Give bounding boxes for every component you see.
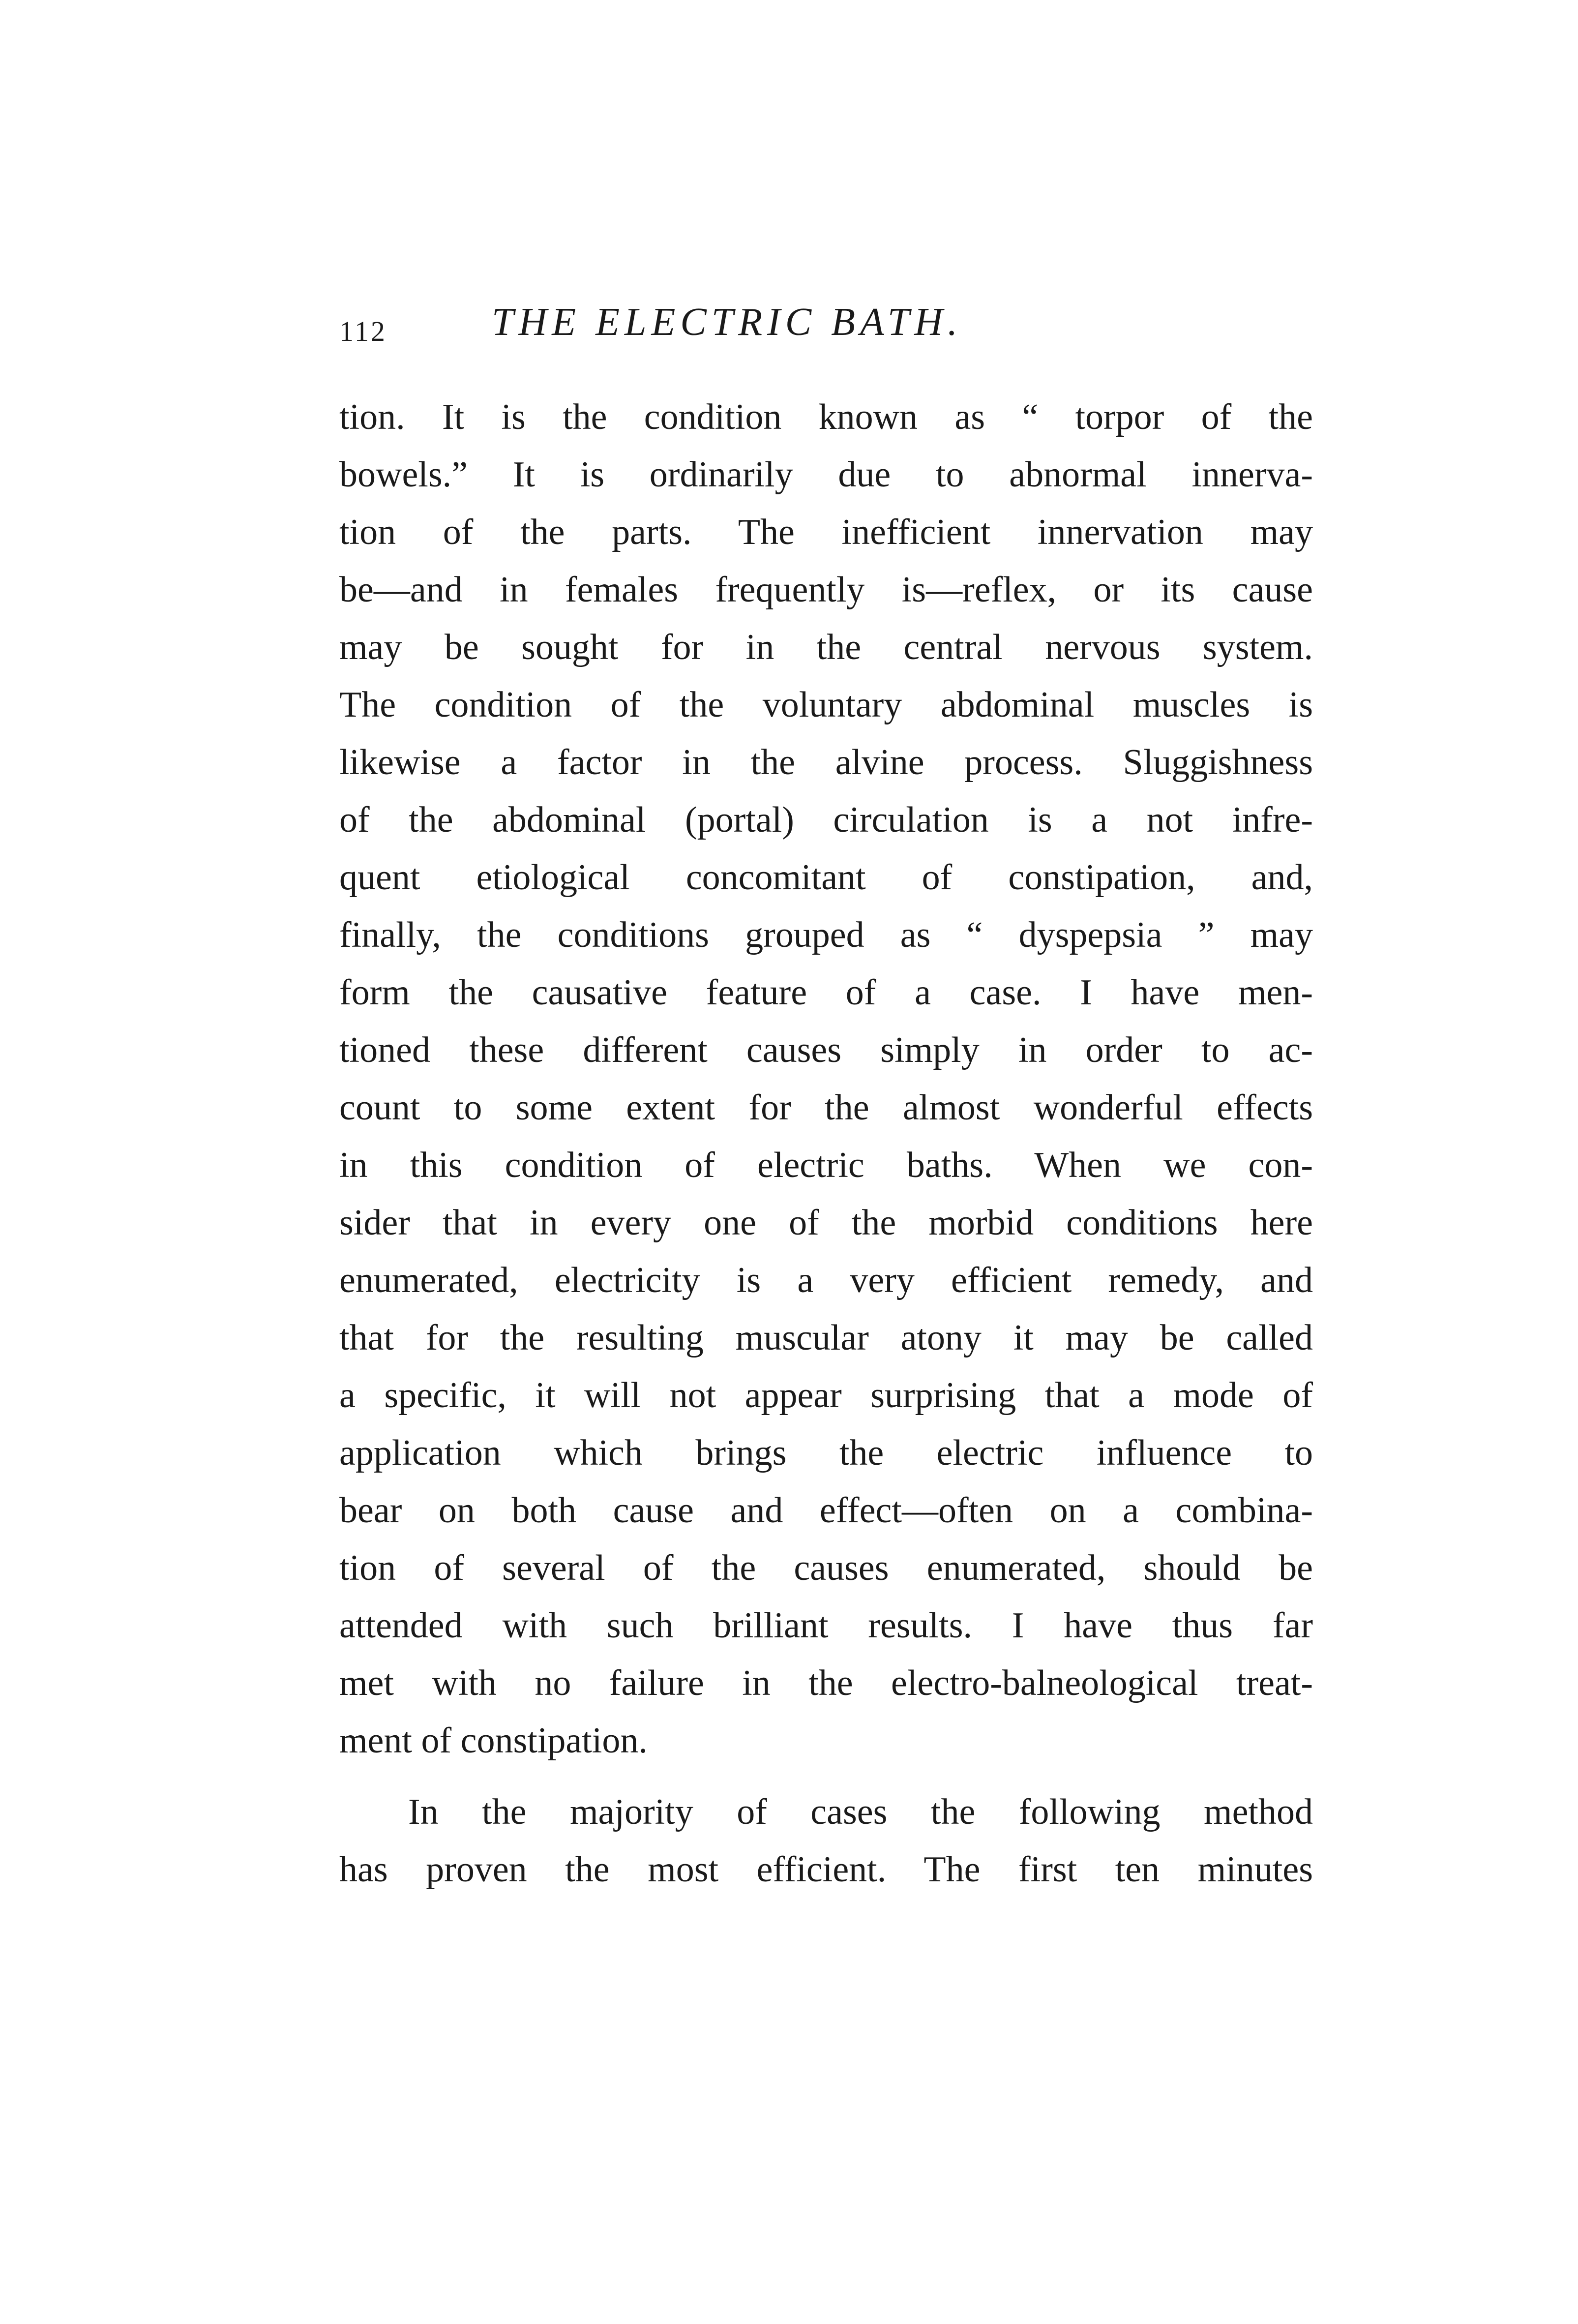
text-line: of the abdominal (portal) circulation is a not infre- (339, 800, 1313, 840)
text-line: attended with such brilliant results. I have thus far (339, 1605, 1313, 1646)
text-line: a specific, it will not appear surprising that a mode of (339, 1375, 1313, 1416)
text-line: quent etiological concomitant of constipation, and, (339, 857, 1313, 898)
text-line: tioned these different causes simply in order to ac- (339, 1030, 1313, 1070)
text-line: form the causative feature of a case. I have men- (339, 972, 1313, 1013)
text-line: finally, the conditions grouped as “ dyspepsia ” may (339, 915, 1313, 955)
text-line: likewise a factor in the alvine process. Sluggishness (339, 742, 1313, 783)
text-line: sider that in every one of the morbid conditions here (339, 1203, 1313, 1243)
text-line: tion. It is the condition known as “ torpor of the (339, 397, 1313, 437)
text-line: tion of several of the causes enumerated, should be (339, 1548, 1313, 1588)
running-title: THE ELECTRIC BATH. (492, 301, 963, 344)
text-line: ment of constipation. (339, 1720, 648, 1761)
page-number: 112 (339, 315, 387, 347)
text-line: The condition of the voluntary abdominal muscles is (339, 685, 1313, 725)
text-line: bear on both cause and effect—often on a combina- (339, 1490, 1313, 1531)
text-line: be—and in females frequently is—reflex, or its cause (339, 570, 1313, 610)
text-line: bowels.” It is ordinarily due to abnormal innerva- (339, 454, 1313, 495)
text-line: may be sought for in the central nervous system. (339, 627, 1313, 667)
text-line: count to some extent for the almost wonderful effects (339, 1087, 1313, 1128)
paragraph (339, 1783, 1313, 1899)
page-header (339, 300, 1323, 359)
text-line: met with no failure in the electro-balneological treat- (339, 1663, 1313, 1703)
text-line: application which brings the electric influence to (339, 1433, 1313, 1473)
paragraph-gap (339, 1770, 1313, 1783)
text-line: tion of the parts. The inefficient innervation may (339, 512, 1313, 552)
text-line: in this condition of electric baths. When we con- (339, 1145, 1313, 1185)
text-line: enumerated, electricity is a very efficient remedy, and (339, 1260, 1313, 1300)
paragraph (339, 389, 1313, 1770)
text-line: has proven the most efficient. The first ten minutes (339, 1849, 1313, 1890)
body-text (339, 389, 1313, 1899)
text-line: In the majority of cases the following method (408, 1792, 1313, 1832)
text-line: that for the resulting muscular atony it may be called (339, 1318, 1313, 1358)
